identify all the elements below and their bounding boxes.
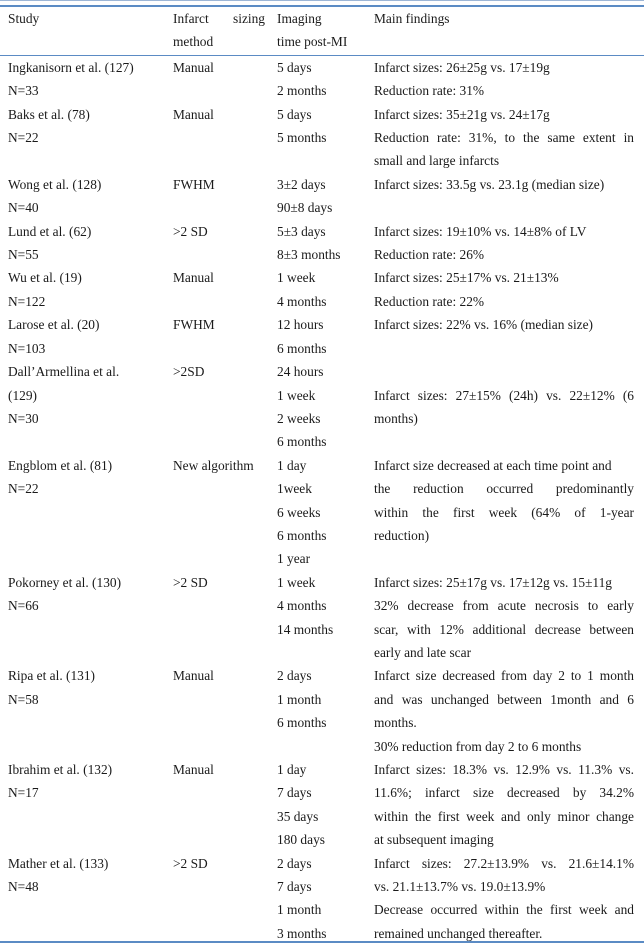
- study-cell: [0, 313, 165, 360]
- cell-line: Manual: [173, 59, 214, 75]
- cell-line: months): [374, 410, 418, 426]
- study-cell: [0, 852, 165, 946]
- study-cell: [0, 266, 165, 313]
- cell-line: 5±3 days: [277, 223, 326, 239]
- cell-line: 8±3 months: [277, 247, 341, 263]
- header-time: Imaging time post-MI: [269, 7, 366, 55]
- cell-line: >2 SD: [173, 223, 208, 239]
- study-cell: [0, 55, 165, 102]
- study-cell: [0, 664, 165, 758]
- table-row: [0, 103, 644, 173]
- cell-line: FWHM: [173, 176, 215, 192]
- cell-line: N=122: [8, 293, 46, 309]
- cell-line: N=103: [8, 340, 46, 356]
- cell-line: scar, with 12% additional decrease between: [374, 621, 634, 637]
- cell-line: 32% decrease from acute necrosis to early: [374, 598, 634, 614]
- findings-cell: [366, 103, 644, 173]
- cell-line: remained unchanged thereafter.: [374, 925, 543, 941]
- cell-line: 1 week: [277, 574, 316, 590]
- cell-line: 14 months: [277, 621, 334, 637]
- cell-line: 6 months: [277, 340, 327, 356]
- cell-line: N=58: [8, 691, 39, 707]
- cell-line: 12 hours: [277, 317, 324, 333]
- cell-line: at subsequent imaging: [374, 832, 494, 848]
- cell-line: Mather et al. (133): [8, 855, 109, 871]
- header-row: [0, 7, 644, 55]
- findings-cell: [366, 571, 644, 665]
- cell-line: Infarct sizes: 27.2±13.9% vs. 21.6±14.1%: [374, 855, 634, 871]
- cell-line: N=66: [8, 598, 39, 614]
- cell-line: Reduction rate: 31%, to the same extent in: [374, 130, 634, 146]
- cell-line: Ripa et al. (131): [8, 668, 96, 684]
- cell-line: Manual: [173, 106, 214, 122]
- cell-line: small and large infarcts: [374, 153, 500, 169]
- table-row: [0, 220, 644, 267]
- study-cell: [0, 758, 165, 852]
- cell-line: 5 days: [277, 106, 312, 122]
- cell-line: Baks et al. (78): [8, 106, 90, 122]
- cell-line: Infarct sizes: 27±15% (24h) vs. 22±12% (6: [374, 387, 634, 403]
- table-body: [0, 55, 644, 945]
- time-cell: [269, 103, 366, 173]
- cell-line: Decrease occurred within the first week and: [374, 902, 634, 918]
- cell-line: Engblom et al. (81): [8, 457, 113, 473]
- cell-line: 3±2 days: [277, 176, 326, 192]
- cell-line: Larose et al. (20): [8, 317, 100, 333]
- cell-line: 11.6%; infarct size decreased by 34.2%: [374, 785, 634, 801]
- cell-line: Manual: [173, 668, 214, 684]
- findings-cell: [366, 220, 644, 267]
- cell-line: Infarct sizes: 18.3% vs. 12.9% vs. 11.3% vs.: [374, 762, 634, 777]
- cell-line: 7 days: [277, 785, 312, 801]
- study-cell: [0, 571, 165, 665]
- method-cell: [165, 852, 269, 946]
- cell-line: Infarct sizes: 35±21g vs. 24±17g: [374, 106, 550, 122]
- cell-line: 6 months: [277, 527, 327, 543]
- cell-line: 1 year: [277, 551, 311, 567]
- cell-line: [374, 360, 634, 383]
- cell-line: the reduction occurred predominantly: [374, 481, 634, 497]
- cell-line: N=55: [8, 247, 39, 263]
- cell-line: Reduction rate: 26%: [374, 247, 485, 263]
- time-cell: [269, 220, 366, 267]
- time-cell: [269, 55, 366, 102]
- table-row: [0, 454, 644, 571]
- method-cell: [165, 454, 269, 571]
- cell-line: FWHM: [173, 317, 215, 333]
- cell-line: Wu et al. (19): [8, 270, 82, 286]
- cell-line: Ibrahim et al. (132): [8, 762, 113, 777]
- cell-line: 1 day: [277, 762, 307, 777]
- cell-line: N=30: [8, 410, 39, 426]
- findings-cell: [366, 313, 644, 360]
- cell-line: Lund et al. (62): [8, 223, 92, 239]
- cell-line: 2 days: [277, 855, 312, 871]
- time-cell: [269, 173, 366, 220]
- cell-line: Infarct sizes: 19±10% vs. 14±8% of LV: [374, 223, 587, 239]
- findings-cell: [366, 173, 644, 220]
- time-cell: [269, 313, 366, 360]
- study-cell: [0, 220, 165, 267]
- cell-line: 2 months: [277, 83, 327, 99]
- findings-cell: [366, 55, 644, 102]
- cell-line: Infarct size decreased from day 2 to 1 month: [374, 668, 634, 684]
- time-cell: [269, 266, 366, 313]
- cell-line: 1week: [277, 481, 312, 497]
- table-row: [0, 571, 644, 665]
- cell-line: Pokorney et al. (130): [8, 574, 122, 590]
- table-row: [0, 55, 644, 102]
- bottom-rule: [0, 941, 644, 943]
- method-cell: [165, 266, 269, 313]
- findings-cell: [366, 758, 644, 852]
- time-cell: [269, 852, 366, 946]
- cell-line: Ingkanisorn et al. (127): [8, 59, 134, 75]
- method-cell: [165, 313, 269, 360]
- findings-cell: [366, 266, 644, 313]
- cell-line: Infarct sizes: 25±17g vs. 17±12g vs. 15±11g: [374, 574, 613, 590]
- cell-line: 30% reduction from day 2 to 6 months: [374, 738, 582, 754]
- infarct-size-studies-table: [0, 7, 644, 945]
- cell-line: 5 days: [277, 59, 312, 75]
- table-row: [0, 360, 644, 454]
- cell-line: 1 week: [277, 270, 316, 286]
- cell-line: Manual: [173, 270, 214, 286]
- cell-line: Dall’Armellina et al.: [8, 364, 120, 380]
- cell-line: 6 months: [277, 715, 327, 731]
- findings-cell: [366, 360, 644, 454]
- cell-line: New algorithm: [173, 457, 254, 473]
- cell-line: N=22: [8, 130, 39, 146]
- time-cell: [269, 571, 366, 665]
- cell-line: Reduction rate: 22%: [374, 293, 485, 309]
- table-row: [0, 852, 644, 946]
- study-cell: [0, 360, 165, 454]
- study-cell: [0, 454, 165, 571]
- cell-line: 2 weeks: [277, 410, 321, 426]
- method-cell: [165, 103, 269, 173]
- method-cell: [165, 55, 269, 102]
- cell-line: N=22: [8, 481, 39, 497]
- findings-cell: [366, 454, 644, 571]
- cell-line: and was unchanged between 1month and 6: [374, 691, 634, 707]
- cell-line: 1 week: [277, 387, 316, 403]
- cell-line: reduction): [374, 527, 430, 543]
- time-cell: [269, 454, 366, 571]
- cell-line: 5 months: [277, 130, 327, 146]
- cell-line: 2 days: [277, 668, 312, 684]
- cell-line: 35 days: [277, 808, 319, 824]
- cell-line: N=17: [8, 785, 39, 801]
- cell-line: 90±8 days: [277, 200, 333, 216]
- cell-line: within the first week (64% of 1-year: [374, 504, 634, 520]
- cell-line: months.: [374, 715, 417, 731]
- cell-line: 4 months: [277, 598, 327, 614]
- cell-line: 180 days: [277, 832, 325, 848]
- cell-line: 6 weeks: [277, 504, 321, 520]
- cell-line: N=40: [8, 200, 39, 216]
- cell-line: Infarct sizes: 33.5g vs. 23.1g (median size): [374, 176, 605, 192]
- cell-line: 1 month: [277, 902, 322, 918]
- top-rule-thin: [0, 0, 644, 1]
- cell-line: N=33: [8, 83, 39, 99]
- cell-line: (129): [8, 387, 38, 403]
- method-cell: [165, 173, 269, 220]
- cell-line: Reduction rate: 31%: [374, 83, 485, 99]
- time-cell: [269, 664, 366, 758]
- cell-line: 1 day: [277, 457, 307, 473]
- time-cell: [269, 758, 366, 852]
- cell-line: vs. 21.1±13.7% vs. 19.0±13.9%: [374, 879, 546, 895]
- table-row: [0, 266, 644, 313]
- method-cell: [165, 758, 269, 852]
- header-method: Infarct sizing method: [165, 7, 269, 55]
- cell-line: >2 SD: [173, 574, 208, 590]
- table-row: [0, 173, 644, 220]
- cell-line: Infarct size decreased at each time point and: [374, 457, 612, 473]
- study-cell: [0, 103, 165, 173]
- cell-line: Infarct sizes: 26±25g vs. 17±19g: [374, 59, 550, 75]
- cell-line: 7 days: [277, 879, 312, 895]
- cell-line: 4 months: [277, 293, 327, 309]
- cell-line: within the first week and only minor change: [374, 808, 634, 824]
- cell-line: Wong et al. (128): [8, 176, 102, 192]
- header-study: Study: [0, 7, 165, 55]
- time-cell: [269, 360, 366, 454]
- findings-cell: [366, 664, 644, 758]
- method-cell: [165, 664, 269, 758]
- table-row: [0, 758, 644, 852]
- findings-cell: [366, 852, 644, 946]
- cell-line: 24 hours: [277, 364, 324, 380]
- header-findings: Main findings: [366, 7, 644, 55]
- cell-line: Manual: [173, 762, 214, 777]
- cell-line: Infarct sizes: 22% vs. 16% (median size): [374, 317, 594, 333]
- method-cell: [165, 220, 269, 267]
- study-cell: [0, 173, 165, 220]
- table-row: [0, 664, 644, 758]
- cell-line: >2 SD: [173, 855, 208, 871]
- cell-line: >2SD: [173, 364, 205, 380]
- cell-line: 3 months: [277, 925, 327, 941]
- method-cell: [165, 571, 269, 665]
- cell-line: N=48: [8, 879, 39, 895]
- cell-line: Infarct sizes: 25±17% vs. 21±13%: [374, 270, 559, 286]
- cell-line: 6 months: [277, 434, 327, 450]
- cell-line: 1 month: [277, 691, 322, 707]
- table-row: [0, 313, 644, 360]
- cell-line: early and late scar: [374, 644, 472, 660]
- method-cell: [165, 360, 269, 454]
